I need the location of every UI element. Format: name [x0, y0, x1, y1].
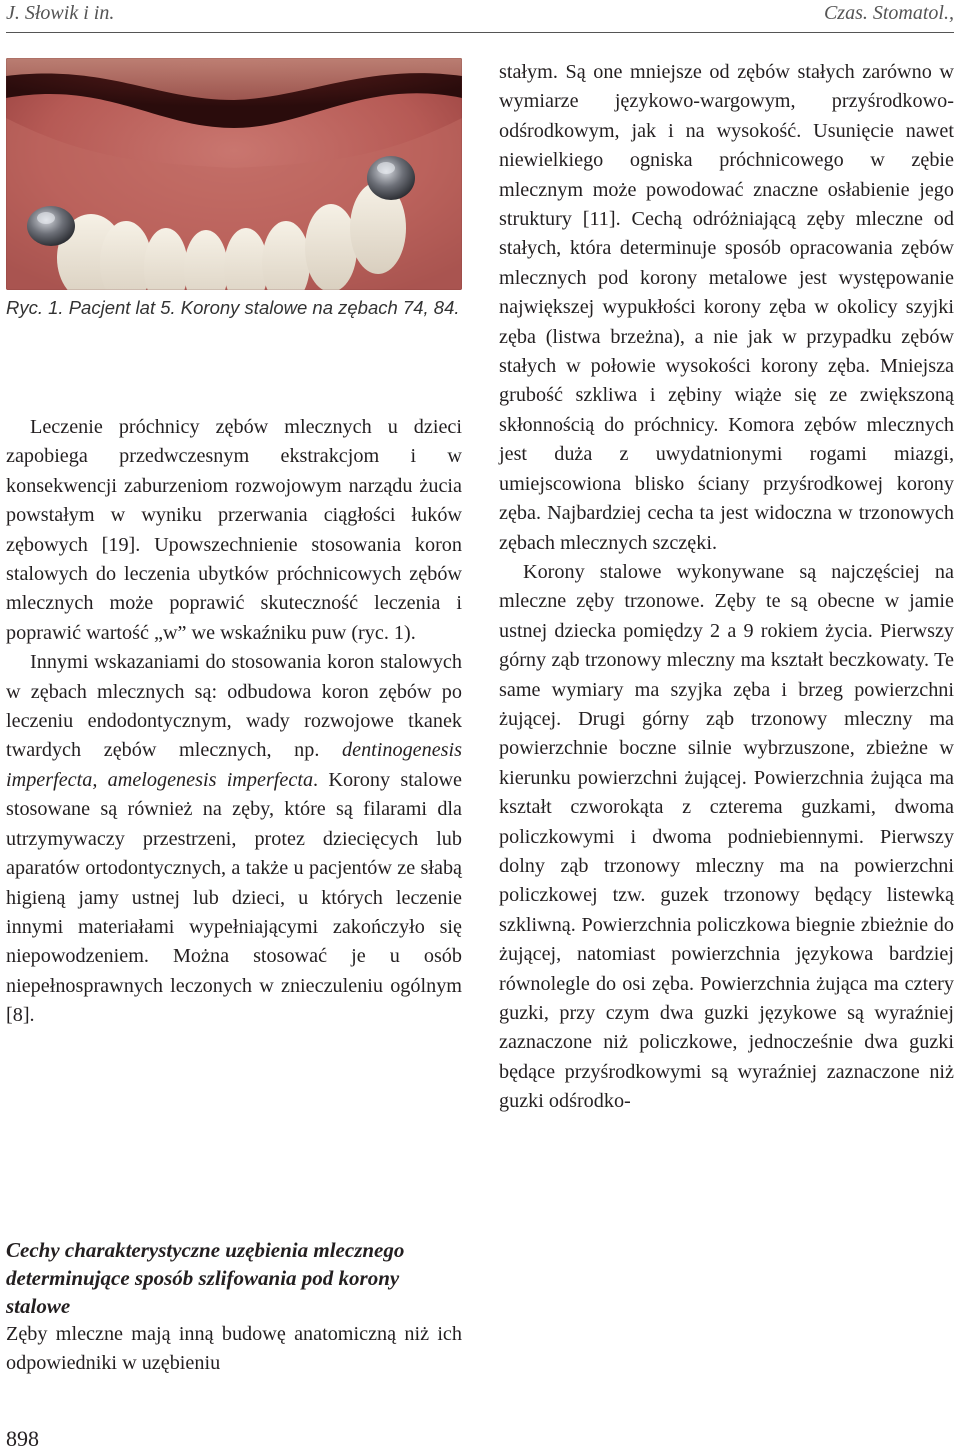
- paragraph-text: . Korony stalowe stosowane są również na zęby, które są filarami dla utrzymywaczy przestrzeni, protez dziecięcych lub aparatów ortodontycznych, a także u pacjentów ze słabą higieną jamy ustnej lub dzieci, u których leczenie innymi materiałami wypełniającymi zakończyło się niepowodzeniem. Można stosować je u osób niepełnosprawnych leczonych w znieczuleniu ogólnym [8].: [6, 768, 462, 1027]
- section-heading: Cechy charakterystyczne uzębienia mlecznego determinujące sposób szlifowania pod korony stalowe: [6, 1238, 405, 1318]
- running-head-authors: J. Słowik i in.: [6, 2, 115, 24]
- header-rule: [6, 32, 954, 33]
- paragraph: [6, 648, 462, 1030]
- right-column-body: [499, 58, 954, 1117]
- latin-terms: dentinogenesis imperfecta, amelogenesis imperfecta: [6, 739, 462, 791]
- figure-photo: [6, 58, 462, 290]
- dental-photo-illustration: [6, 58, 462, 290]
- paragraph-text: Innymi wskazaniami do stosowania koron stalowych w zębach mlecznych są: odbudowa koron zębów po leczeniu endodontycznym, wady rozwojowe tkanek twardych zębów mlecznych, np.: [6, 651, 462, 762]
- left-column-body: [6, 413, 462, 1031]
- left-column-section: [6, 1236, 462, 1379]
- figure-caption: Ryc. 1. Pacjent lat 5. Korony stalowe na zębach 74, 84.: [6, 297, 460, 318]
- paragraph: Leczenie próchnicy zębów mlecznych u dzieci zapobiega przedwczesnym ekstrakcjom i w konsekwencji zaburzeniom rozwojowym narządu żucia powstałym w wyniku przerwania ciągłości łuków zębowych [19]. Upowszechnienie stosowania koron stalowych do leczenia ubytków próchnicowych zębów mlecznych może poprawić skuteczność leczenia i poprawić wartość „w” we wskaźniku puw (ryc. 1).: [6, 416, 462, 644]
- paragraph: stałym. Są one mniejsze od zębów stałych zarówno w wymiarze językowo-wargowym, przyśrodkowo-odśrodkowym, jak i na wysokość. Usunięcie nawet niewielkiego ogniska próchnicowego w zębie mlecznym może powodować znaczne osłabienie jego struktury [11]. Cechą odróżniającą zęby mleczne od stałych, która determinuje sposób opracowania zębów mlecznych pod korony metalowe jest występowanie największej wypukłości korony zęba w okolicy szyjki zęba (listwa brzeżna), a nie jak w przypadku zębów stałych w połowie wysokości korony zęba. Mniejsza grubość szkliwa i zębiny wiąże się ze zwiększoną skłonnością do próchnicy. Komora zębów mlecznych jest duża z uwydatnionymi rogami miazgi, umiejscowiona blisko ściany przyśrodkowej korony zęba. Najbardziej cecha ta jest widoczna w trzonowych zębach mlecznych szczęki.: [499, 61, 954, 554]
- steel-crown-84: [27, 206, 75, 246]
- paragraph: Zęby mleczne mają inną budowę anatomiczną niż ich odpowiedniki w uzębieniu: [6, 1323, 462, 1375]
- steel-crown-74: [367, 156, 415, 200]
- page-number: 898: [6, 1426, 39, 1451]
- running-head-journal: Czas. Stomatol.,: [823, 2, 954, 24]
- paragraph: Korony stalowe wykonywane są najczęściej na mleczne zęby trzonowe. Zęby te są obecne w jamie ustnej dziecka pomiędzy 2 a 9 rokiem życia. Pierwszy górny ząb trzonowy mleczny ma kształt beczkowaty. Te same wymiary ma szyjka zęba i brzeg powierzchni żującej. Drugi górny ząb trzonowy mleczny ma powierzchnie boczne silnie wybrzuszone, zbieżne w kierunku powierzchni żującej. Powierzchnia żująca ma kształt czworokąta z czterema guzkami, dwoma policzkowymi i dwoma podniebiennymi. Pierwszy dolny ząb trzonowy mleczny ma na powierzchni policzkowej tzw. guzek trzonowy będący listewką szkliwną. Powierzchnia policzkowa biegnie zbieżnie do żującej, natomiast powierzchnia językowa bardziej równolegle do osi zęba. Powierzchnia żująca ma cztery guzki, przy czym dwa guzki językowe są wyraźniej zaznaczone niż policzkowe, jednocześnie dwa guzki będące przyśrodkowymi są wyraźniej zaznaczone niż guzki odśrodko-: [499, 560, 954, 1113]
